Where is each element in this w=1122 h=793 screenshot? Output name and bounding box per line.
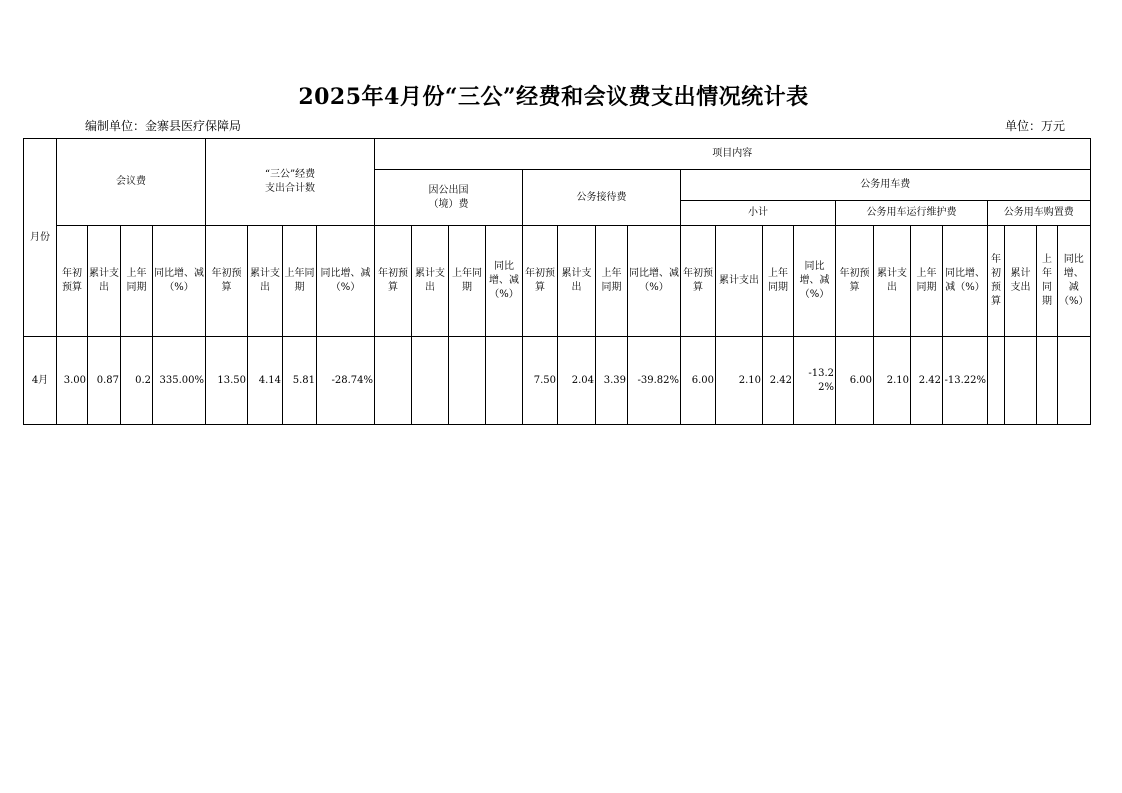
cell-vehicle-subtotal-last-year: 2.42 [763, 337, 794, 425]
sub-budget: 年初预算 [988, 226, 1005, 337]
sub-yoy: 同比增、减（%） [1058, 226, 1091, 337]
cell-vehicle-subtotal-cumulative: 2.10 [716, 337, 763, 425]
cell-abroad-last-year [449, 337, 486, 425]
sub-yoy: 同比增、减（%） [628, 226, 681, 337]
sub-cumulative: 累计支出 [88, 226, 121, 337]
sub-cumulative: 累计支出 [874, 226, 911, 337]
sub-yoy: 同比增、减（%） [794, 226, 836, 337]
cell-abroad-yoy [486, 337, 523, 425]
cell-vehicle-subtotal-yoy: -13.22% [794, 337, 836, 425]
sub-last-year: 上年同期 [283, 226, 317, 337]
cell-vehicle-purchase-cumulative [1005, 337, 1037, 425]
sub-yoy: 同比增、减（%） [317, 226, 375, 337]
sub-last-year: 上年同期 [763, 226, 794, 337]
cell-meeting-yoy: 335.00% [153, 337, 206, 425]
sub-cumulative: 累计支出 [558, 226, 596, 337]
cell-vehicle-subtotal-budget: 6.00 [681, 337, 716, 425]
cell-abroad-cumulative [412, 337, 449, 425]
header-vehicle: 公务用车费 [681, 170, 1091, 201]
header-meeting: 会议费 [57, 139, 206, 226]
sub-yoy: 同比增、减（%） [153, 226, 206, 337]
sub-cumulative: 累计支出 [1005, 226, 1037, 337]
sub-budget: 年初预算 [681, 226, 716, 337]
cell-sangong-budget: 13.50 [206, 337, 248, 425]
cell-vehicle-operation-budget: 6.00 [836, 337, 874, 425]
reporting-unit: 编制单位：金寨县医疗保障局 [85, 119, 242, 133]
sub-last-year: 上年同期 [121, 226, 153, 337]
cell-meeting-cumulative: 0.87 [88, 337, 121, 425]
sub-cumulative: 累计支出 [716, 226, 763, 337]
cell-reception-last-year: 3.39 [596, 337, 628, 425]
header-month: 月份 [24, 139, 57, 337]
cell-reception-yoy: -39.82% [628, 337, 681, 425]
cell-reception-cumulative: 2.04 [558, 337, 596, 425]
sub-budget: 年初预算 [375, 226, 412, 337]
expense-table [23, 138, 1091, 425]
row-month: 4月 [24, 337, 57, 425]
sub-budget: 年初预算 [523, 226, 558, 337]
header-abroad: 因公出国 （境）费 [375, 170, 523, 226]
sub-budget: 年初预算 [206, 226, 248, 337]
sub-yoy: 同比增、减（%） [486, 226, 523, 337]
cell-sangong-cumulative: 4.14 [248, 337, 283, 425]
page-title: 2025年4月份“三公”经费和会议费支出情况统计表 [298, 84, 809, 110]
cell-reception-budget: 7.50 [523, 337, 558, 425]
cell-meeting-last-year: 0.2 [121, 337, 153, 425]
cell-sangong-yoy: -28.74% [317, 337, 375, 425]
sub-last-year: 上年同期 [911, 226, 943, 337]
currency-unit: 单位：万元 [1004, 119, 1065, 133]
header-vehicle-operation: 公务用车运行维护费 [836, 201, 988, 226]
sub-cumulative: 累计支出 [248, 226, 283, 337]
cell-sangong-last-year: 5.81 [283, 337, 317, 425]
header-vehicle-subtotal: 小计 [681, 201, 836, 226]
header-vehicle-purchase: 公务用车购置费 [988, 201, 1091, 226]
cell-vehicle-purchase-yoy [1058, 337, 1091, 425]
sub-last-year: 上年同期 [1037, 226, 1058, 337]
cell-abroad-budget [375, 337, 412, 425]
cell-vehicle-operation-cumulative: 2.10 [874, 337, 911, 425]
sub-last-year: 上年同期 [449, 226, 486, 337]
sub-budget: 年初预算 [57, 226, 88, 337]
sub-budget: 年初预算 [836, 226, 874, 337]
cell-meeting-budget: 3.00 [57, 337, 88, 425]
cell-vehicle-purchase-budget [988, 337, 1005, 425]
header-sangong-total: “三公”经费 支出合计数 [206, 139, 375, 226]
sub-yoy: 同比增、减（%） [943, 226, 988, 337]
header-reception: 公务接待费 [523, 170, 681, 226]
sub-cumulative: 累计支出 [412, 226, 449, 337]
header-project: 项目内容 [375, 139, 1091, 170]
cell-vehicle-purchase-last-year [1037, 337, 1058, 425]
cell-vehicle-operation-yoy: -13.22% [943, 337, 988, 425]
sub-last-year: 上年同期 [596, 226, 628, 337]
cell-vehicle-operation-last-year: 2.42 [911, 337, 943, 425]
